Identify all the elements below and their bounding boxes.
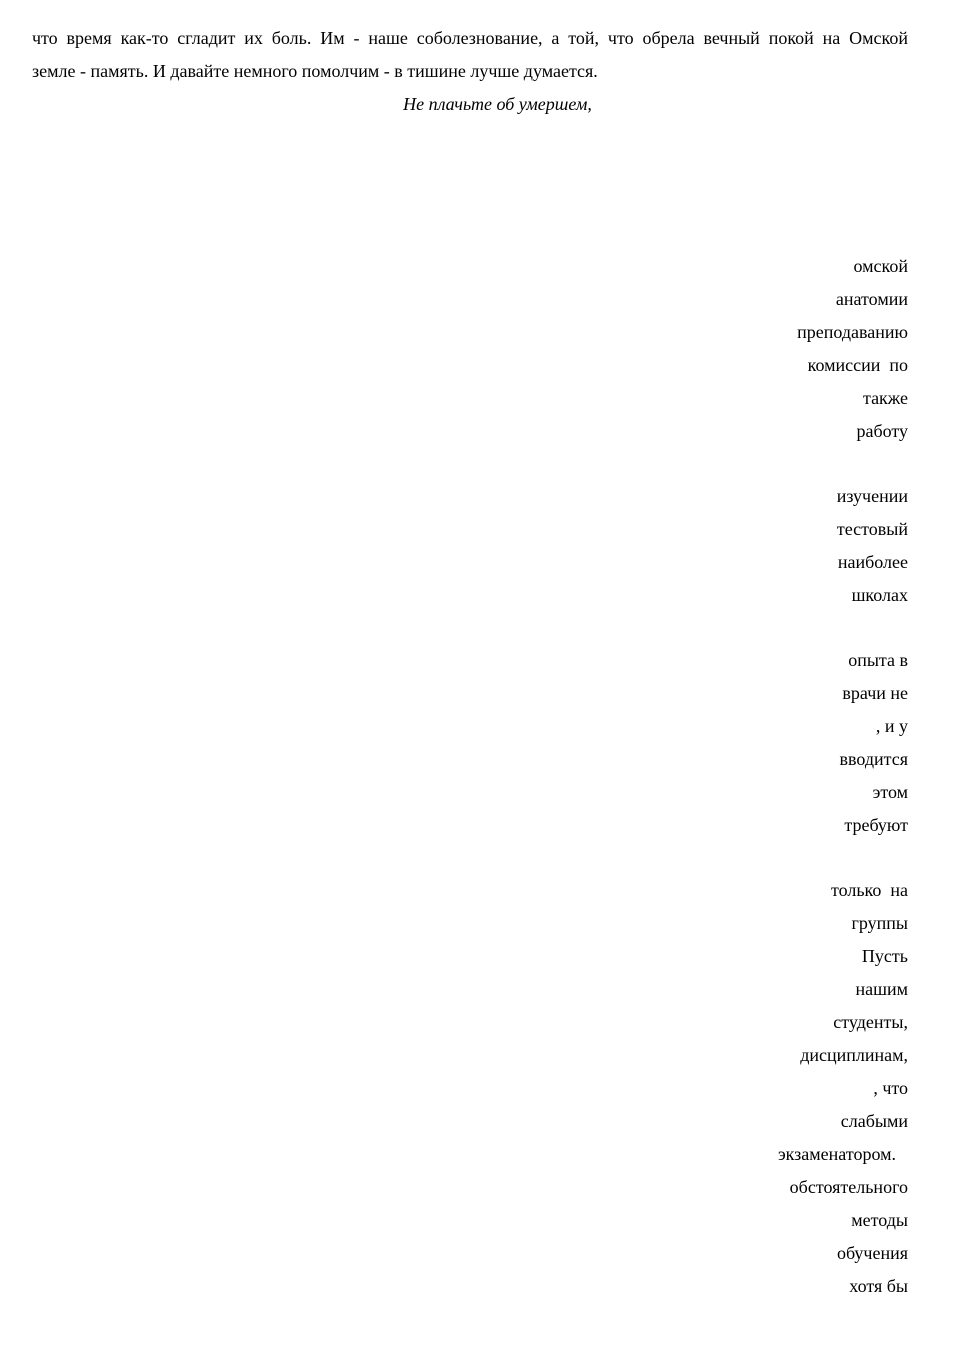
fragment-line: комиссии по	[807, 355, 908, 375]
fragment-line: требуют	[844, 815, 908, 835]
fragment-line: анатомии	[835, 289, 908, 309]
paragraph-line-2: земле - память. И давайте немного помолчим - в тишине лучше думается.	[32, 61, 598, 81]
fragment-line: хотя бы	[849, 1276, 908, 1296]
fragment-line: студенты,	[833, 1012, 908, 1032]
fragment-line: преподаванию	[797, 322, 908, 342]
fragment-line: врачи не	[842, 683, 908, 703]
fragment-line: экзаменатором.	[777, 1144, 896, 1164]
fragment-line: нашим	[855, 979, 908, 999]
fragment-line: дисциплинам,	[800, 1045, 908, 1065]
fragment-line: , что	[873, 1078, 908, 1098]
fragment-line: изучении	[836, 486, 908, 506]
fragment-line: тестовый	[836, 519, 908, 539]
fragment-line: Пусть	[861, 946, 908, 966]
fragment-line: группы	[851, 913, 908, 933]
fragment-line: омской	[853, 256, 908, 276]
fragment-line: , и у	[875, 716, 908, 736]
fragment-line: обстоятельного	[789, 1177, 908, 1197]
fragment-line: обучения	[836, 1243, 908, 1263]
fragment-line: слабыми	[840, 1111, 908, 1131]
fragment-line: вводится	[839, 749, 908, 769]
fragment-line: школах	[851, 585, 908, 605]
fragment-line: также	[862, 388, 908, 408]
fragment-line: только на	[830, 880, 908, 900]
paragraph-line-1: что время как-то сгладит их боль. Им - наше соболезнование, а той, что обрела вечный покой на Омской	[32, 28, 908, 48]
fragment-line: работу	[856, 421, 908, 441]
fragment-line: методы	[851, 1210, 908, 1230]
fragment-line: наиболее	[837, 552, 908, 572]
verse-line-1: Не плачьте об умершем,	[403, 94, 592, 114]
fragment-line: этом	[872, 782, 908, 802]
fragment-line: опыта в	[848, 650, 908, 670]
